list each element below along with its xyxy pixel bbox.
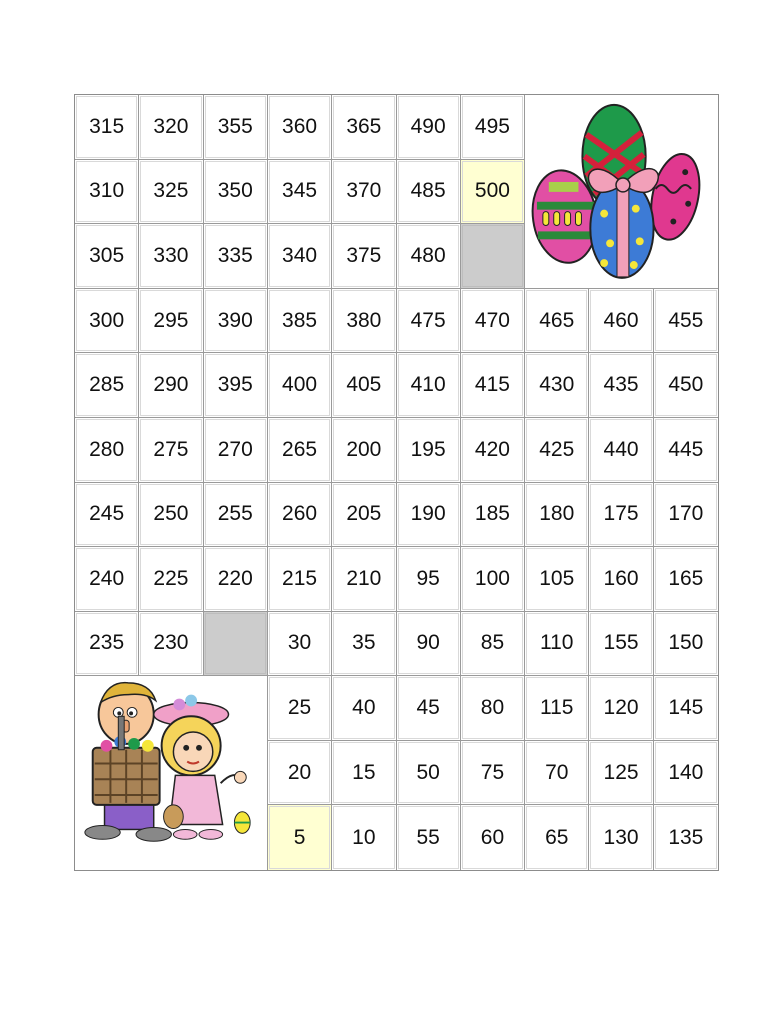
number-cell: 115: [525, 676, 589, 741]
number-cell: 55: [397, 805, 461, 870]
number-cell: 325: [139, 160, 203, 225]
number-cell: 215: [268, 547, 332, 612]
number-cell: 160: [589, 547, 653, 612]
number-cell: 345: [268, 160, 332, 225]
number-cell: 195: [397, 418, 461, 483]
number-cell: 300: [75, 289, 139, 354]
number-cell: 15: [332, 741, 396, 806]
number-cell: 90: [397, 612, 461, 677]
number-cell: 465: [525, 289, 589, 354]
number-cell: 30: [268, 612, 332, 677]
number-cell: 100: [461, 547, 525, 612]
number-cell: 275: [139, 418, 203, 483]
number-cell: 205: [332, 483, 396, 548]
number-cell: 35: [332, 612, 396, 677]
number-cell: 460: [589, 289, 653, 354]
number-cell: 85: [461, 612, 525, 677]
number-cell: 365: [332, 95, 396, 160]
number-cell: 150: [654, 612, 718, 677]
number-cell: 225: [139, 547, 203, 612]
number-cell: 445: [654, 418, 718, 483]
number-cell: 60: [461, 805, 525, 870]
number-cell: 335: [204, 224, 268, 289]
number-cell: 50: [397, 741, 461, 806]
number-cell: 265: [268, 418, 332, 483]
number-cell: 330: [139, 224, 203, 289]
number-cell: 235: [75, 612, 139, 677]
number-cell: 435: [589, 353, 653, 418]
number-cell: 25: [268, 676, 332, 741]
number-cell: 200: [332, 418, 396, 483]
number-cell: 125: [589, 741, 653, 806]
easter-eggs-icon: [525, 95, 718, 289]
number-cell: 475: [397, 289, 461, 354]
number-cell: 170: [654, 483, 718, 548]
number-cell: 245: [75, 483, 139, 548]
number-cell: 230: [139, 612, 203, 677]
number-cell: 95: [397, 547, 461, 612]
number-cell: 190: [397, 483, 461, 548]
blocked-cell: [461, 224, 525, 289]
number-cell: 250: [139, 483, 203, 548]
number-cell: 40: [332, 676, 396, 741]
number-cell: 470: [461, 289, 525, 354]
number-cell: 340: [268, 224, 332, 289]
number-cell: 390: [204, 289, 268, 354]
number-cell: 120: [589, 676, 653, 741]
number-cell: 450: [654, 353, 718, 418]
number-cell: 380: [332, 289, 396, 354]
number-cell: 220: [204, 547, 268, 612]
number-cell: 155: [589, 612, 653, 677]
number-cell: 370: [332, 160, 396, 225]
number-cell: 295: [139, 289, 203, 354]
number-cell: 175: [589, 483, 653, 548]
number-cell: 140: [654, 741, 718, 806]
blocked-cell: [204, 612, 268, 677]
number-cell: 315: [75, 95, 139, 160]
number-cell: 430: [525, 353, 589, 418]
number-cell: 65: [525, 805, 589, 870]
number-cell: 45: [397, 676, 461, 741]
number-cell: 455: [654, 289, 718, 354]
number-cell: 130: [589, 805, 653, 870]
number-cell: 425: [525, 418, 589, 483]
number-cell: 355: [204, 95, 268, 160]
number-cell: 385: [268, 289, 332, 354]
girl-icon: [154, 695, 250, 840]
number-cell: 480: [397, 224, 461, 289]
number-cell: 285: [75, 353, 139, 418]
number-cell: 310: [75, 160, 139, 225]
number-cell: 375: [332, 224, 396, 289]
number-cell: 415: [461, 353, 525, 418]
number-cell: 305: [75, 224, 139, 289]
children-with-basket-icon: [75, 676, 268, 870]
number-cell: 270: [204, 418, 268, 483]
number-cell: 80: [461, 676, 525, 741]
number-cell: 210: [332, 547, 396, 612]
number-cell: 20: [268, 741, 332, 806]
number-cell: 395: [204, 353, 268, 418]
number-cell: 420: [461, 418, 525, 483]
number-cell: 255: [204, 483, 268, 548]
start-cell: 5: [268, 805, 332, 870]
number-cell: 495: [461, 95, 525, 160]
number-cell: 360: [268, 95, 332, 160]
number-cell: 260: [268, 483, 332, 548]
number-maze-grid: [74, 94, 719, 871]
number-cell: 145: [654, 676, 718, 741]
number-cell: 320: [139, 95, 203, 160]
number-cell: 110: [525, 612, 589, 677]
number-cell: 485: [397, 160, 461, 225]
number-cell: 280: [75, 418, 139, 483]
number-cell: 10: [332, 805, 396, 870]
blue-egg-icon: [589, 169, 659, 278]
number-cell: 185: [461, 483, 525, 548]
number-cell: 290: [139, 353, 203, 418]
finish-cell: 500: [461, 160, 525, 225]
number-cell: 75: [461, 741, 525, 806]
number-cell: 410: [397, 353, 461, 418]
number-cell: 350: [204, 160, 268, 225]
number-cell: 135: [654, 805, 718, 870]
number-cell: 70: [525, 741, 589, 806]
number-cell: 105: [525, 547, 589, 612]
number-cell: 165: [654, 547, 718, 612]
number-cell: 490: [397, 95, 461, 160]
number-cell: 240: [75, 547, 139, 612]
number-cell: 180: [525, 483, 589, 548]
number-cell: 440: [589, 418, 653, 483]
number-cell: 400: [268, 353, 332, 418]
number-cell: 405: [332, 353, 396, 418]
